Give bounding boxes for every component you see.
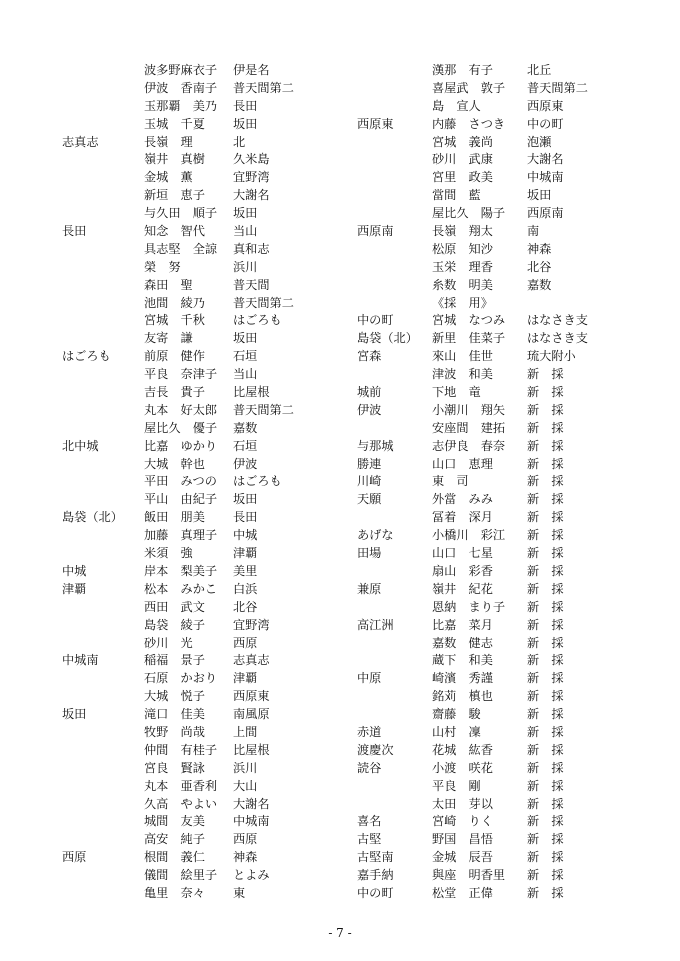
person-name: 太田 芽以	[432, 796, 493, 811]
person-name: 嶺井 真樹	[144, 152, 205, 167]
destination: 浜川	[233, 760, 258, 775]
person-name: 宮良 賢詠	[144, 760, 205, 775]
destination: 新 採	[527, 367, 564, 382]
destination: 中城南	[233, 814, 270, 829]
person-name: 米須 強	[144, 546, 193, 561]
person-name: 下地 竜	[432, 385, 481, 400]
destination: 新 採	[527, 563, 564, 578]
person-name: 森田 聖	[144, 277, 193, 292]
person-name: 宮城 千秋	[144, 313, 205, 328]
destination: 南	[527, 224, 540, 239]
destination: 新 採	[527, 581, 564, 596]
person-name: 具志堅 全諒	[144, 241, 218, 256]
school-name: 天願	[357, 492, 382, 507]
person-name: 恩納 まり子	[432, 599, 506, 614]
person-name: 友寄 謙	[144, 331, 193, 346]
person-name: 志伊良 春奈	[432, 438, 506, 453]
destination: とよみ	[233, 868, 270, 883]
destination: 大山	[233, 778, 258, 793]
destination: 嘉数	[233, 420, 258, 435]
person-name: 松本 みかこ	[144, 581, 218, 596]
school-name: 田場	[357, 546, 382, 561]
person-name: 与久田 順子	[144, 206, 218, 221]
destination: 津覇	[233, 546, 258, 561]
person-name: 石原 かおり	[144, 671, 218, 686]
destination: 宜野湾	[233, 170, 270, 185]
person-name: 長嶺 理	[144, 134, 193, 149]
person-name: 西田 武文	[144, 599, 205, 614]
person-name: 花城 紘香	[432, 742, 493, 757]
person-name: 池間 綾乃	[144, 295, 205, 310]
destination: 新 採	[527, 456, 564, 471]
school-name: 西原	[62, 850, 87, 865]
school-name: 勝連	[357, 456, 382, 471]
person-name: 島 宣人	[432, 98, 481, 113]
person-name: 島袋 綾子	[144, 617, 205, 632]
person-name: 伊波 香南子	[144, 80, 218, 95]
destination: 新 採	[527, 724, 564, 739]
school-name: 中の町	[357, 885, 394, 900]
destination: 新 採	[527, 850, 564, 865]
person-name: 新里 佳菜子	[432, 331, 506, 346]
school-name: 坂田	[62, 707, 87, 722]
school-name: 志真志	[62, 134, 99, 149]
destination: 伊是名	[233, 63, 270, 77]
person-name: 山村 凜	[432, 724, 481, 739]
destination: 新 採	[527, 885, 564, 900]
school-name: 宮森	[357, 349, 382, 364]
person-name: 齋藤 駿	[432, 707, 481, 722]
school-name: 与那城	[357, 438, 394, 453]
destination: 新 採	[527, 546, 564, 561]
person-name: 亀里 奈々	[144, 885, 205, 900]
person-name: 金城 辰吾	[432, 850, 493, 865]
destination: 当山	[233, 367, 258, 382]
destination: 普天間第二	[527, 80, 588, 95]
destination: 白浜	[233, 581, 258, 596]
destination: はなさき支	[527, 331, 588, 346]
person-name: 山口 七星	[432, 546, 493, 561]
person-name: 城間 友美	[144, 814, 205, 829]
school-name: 川崎	[357, 474, 382, 489]
destination: 比屋根	[233, 385, 270, 400]
person-name: 津波 和美	[432, 367, 493, 382]
person-name: 比嘉 ゆかり	[144, 438, 218, 453]
destination: 坂田	[527, 188, 552, 203]
person-name: 嶺井 紀花	[432, 581, 493, 596]
person-name: 金城 薫	[144, 170, 193, 185]
person-name: 來山 佳世	[432, 349, 493, 364]
school-name: 中原	[357, 671, 382, 686]
destination: 新 採	[527, 385, 564, 400]
person-name: 儀間 絵里子	[144, 868, 218, 883]
destination: 新 採	[527, 599, 564, 614]
person-name: 平良 奈津子	[144, 367, 218, 382]
person-name: 波多野麻衣子	[144, 63, 218, 77]
person-name: 外當 みみ	[432, 492, 493, 507]
school-name: 読谷	[357, 760, 382, 775]
destination: はごろも	[233, 313, 282, 328]
person-name: 安座間 建拓	[432, 420, 506, 435]
destination: 当山	[233, 224, 258, 239]
destination: 坂田	[233, 116, 258, 131]
person-name: 前原 健作	[144, 349, 205, 364]
destination: はごろも	[233, 474, 282, 489]
destination: 普天間第二	[233, 80, 294, 95]
destination: 長田	[233, 98, 258, 113]
destination: 新 採	[527, 707, 564, 722]
destination: 大謝名	[527, 152, 564, 167]
school-name: 渡慶次	[357, 742, 394, 757]
person-name: 小橋川 彩江	[432, 528, 506, 543]
school-name: あげな	[357, 528, 394, 543]
destination: 神森	[233, 850, 258, 865]
destination: 西原東	[527, 98, 564, 113]
school-name: 津覇	[62, 581, 87, 596]
destination: 西原	[233, 635, 258, 650]
school-name: 伊波	[357, 402, 382, 417]
person-name: 野国 昌悟	[432, 832, 493, 847]
person-name: 砂川 武康	[432, 152, 493, 167]
person-name: 高安 純子	[144, 832, 205, 847]
destination: 坂田	[233, 206, 258, 221]
person-name: 《採 用》	[432, 295, 493, 310]
person-name: 砂川 光	[144, 635, 193, 650]
person-name: 飯田 朋美	[144, 510, 205, 525]
page-number: - 7 -	[328, 926, 352, 940]
destination: 西原東	[233, 689, 270, 704]
school-name: 島袋（北）	[62, 510, 123, 525]
school-name: 中城	[62, 563, 87, 578]
person-name: 根間 義仁	[144, 850, 205, 865]
destination: 新 採	[527, 671, 564, 686]
person-name: 玉那覇 美乃	[144, 98, 218, 113]
school-name: 島袋（北）	[357, 331, 418, 346]
destination: 北谷	[233, 599, 258, 614]
destination: 西原南	[527, 206, 564, 221]
person-name: 知念 智代	[144, 224, 205, 239]
school-name: 古堅南	[357, 850, 394, 865]
person-name: 長嶺 翔太	[432, 224, 493, 239]
destination: 北丘	[527, 63, 552, 77]
person-name: 宮里 政美	[432, 170, 493, 185]
person-name: 新垣 恵子	[144, 188, 205, 203]
destination: 美里	[233, 563, 258, 578]
destination: 志真志	[233, 653, 270, 668]
destination: 新 採	[527, 420, 564, 435]
person-name: 糸数 明美	[432, 277, 493, 292]
destination: 浜川	[233, 259, 258, 274]
person-name: 平山 由紀子	[144, 492, 218, 507]
person-name: 加藤 真理子	[144, 528, 218, 543]
person-name: 銘苅 槙也	[432, 689, 493, 704]
destination: 嘉数	[527, 277, 552, 292]
person-name: 玉栄 理香	[432, 259, 493, 274]
destination: 新 採	[527, 438, 564, 453]
person-name: 稲福 景子	[144, 653, 205, 668]
destination: 新 採	[527, 814, 564, 829]
person-name: 嘉数 健志	[432, 635, 493, 650]
destination: 中城南	[527, 170, 564, 185]
destination: 宜野湾	[233, 617, 270, 632]
destination: 大謝名	[233, 188, 270, 203]
person-name: 小渡 咲花	[432, 760, 493, 775]
school-name: 嘉手納	[357, 868, 394, 883]
destination: 上間	[233, 724, 258, 739]
school-name: 中城南	[62, 653, 99, 668]
person-name: 仲間 有桂子	[144, 742, 218, 757]
person-name: 小潮川 翔矢	[432, 402, 506, 417]
school-name: 西原東	[357, 116, 394, 131]
school-name: 北中城	[62, 438, 99, 453]
person-name: 牧野 尚哉	[144, 724, 205, 739]
person-name: 宮城 義尚	[432, 134, 493, 149]
destination: 新 採	[527, 402, 564, 417]
person-name: 大城 幹也	[144, 456, 205, 471]
destination: 普天間第二	[233, 295, 294, 310]
destination: 中の町	[527, 116, 564, 131]
person-name: 宮城 なつみ	[432, 313, 506, 328]
school-name: 城前	[357, 385, 382, 400]
person-name: 平田 みつの	[144, 474, 217, 489]
destination: 真和志	[233, 241, 270, 256]
school-name: 西原南	[357, 224, 394, 239]
destination: 泡瀬	[527, 134, 552, 149]
person-name: 平良 剛	[432, 778, 481, 793]
destination: 中城	[233, 528, 258, 543]
destination: 新 採	[527, 617, 564, 632]
person-name: 玉城 千夏	[144, 116, 205, 131]
destination: 普天間	[233, 277, 270, 292]
destination: 伊波	[233, 456, 258, 471]
school-name: 喜名	[357, 814, 382, 829]
destination: 東	[233, 885, 246, 900]
destination: 新 採	[527, 510, 564, 525]
destination: 南風原	[233, 707, 270, 722]
person-name: 喜屋武 敦子	[432, 80, 506, 95]
person-name: 松原 知沙	[432, 241, 493, 256]
person-name: 當間 藍	[432, 188, 481, 203]
school-name: 兼原	[357, 581, 382, 596]
person-name: 吉長 貴子	[144, 385, 205, 400]
destination: 西原	[233, 832, 258, 847]
school-name: 長田	[62, 224, 87, 239]
person-name: 漢那 有子	[432, 63, 493, 77]
destination: 坂田	[233, 331, 258, 346]
person-name: 冨着 深月	[432, 510, 493, 525]
person-name: 岸本 梨美子	[144, 563, 218, 578]
destination: 琉大附小	[527, 349, 576, 364]
destination: 新 採	[527, 832, 564, 847]
person-name: 宮崎 りく	[432, 814, 493, 829]
person-name: 大城 悦子	[144, 689, 205, 704]
person-name: 滝口 佳美	[144, 707, 205, 722]
destination: 北	[233, 134, 246, 149]
destination: 長田	[233, 510, 258, 525]
person-name: 山口 恵理	[432, 456, 493, 471]
person-name: 久高 やよい	[144, 796, 218, 811]
destination: 石垣	[233, 349, 258, 364]
destination: 普天間第二	[233, 402, 294, 417]
person-name: 榮 努	[144, 259, 181, 274]
person-name: 屋比久 優子	[144, 420, 218, 435]
destination: 大謝名	[233, 796, 270, 811]
destination: 新 採	[527, 796, 564, 811]
person-name: 丸本 亜香利	[144, 778, 218, 793]
destination: 石垣	[233, 438, 258, 453]
destination: 新 採	[527, 474, 564, 489]
person-name: 崎濱 秀謹	[432, 671, 493, 686]
destination: 新 採	[527, 868, 564, 883]
destination: 新 採	[527, 528, 564, 543]
person-name: 東 司	[432, 474, 469, 489]
destination: 新 採	[527, 689, 564, 704]
destination: はなさき支	[527, 313, 588, 328]
destination: 北谷	[527, 259, 552, 274]
destination: 新 採	[527, 635, 564, 650]
destination: 新 採	[527, 778, 564, 793]
person-name: 與座 明香里	[432, 868, 506, 883]
destination: 久米島	[233, 152, 270, 167]
person-name: 内藤 さつき	[432, 116, 506, 131]
destination: 新 採	[527, 653, 564, 668]
person-name: 松堂 正偉	[432, 885, 493, 900]
destination: 比屋根	[233, 742, 270, 757]
school-name: 高江洲	[357, 617, 394, 632]
person-name: 比嘉 菜月	[432, 617, 493, 632]
school-name: 古堅	[357, 832, 382, 847]
person-name: 蔵下 和美	[432, 653, 493, 668]
school-name: はごろも	[62, 349, 111, 364]
person-name: 屋比久 陽子	[432, 206, 506, 221]
person-name: 丸本 好太郎	[144, 402, 218, 417]
destination: 新 採	[527, 492, 564, 507]
person-name: 扇山 彩香	[432, 563, 493, 578]
destination: 新 採	[527, 742, 564, 757]
school-name: 赤道	[357, 724, 382, 739]
destination: 坂田	[233, 492, 258, 507]
destination: 津覇	[233, 671, 258, 686]
destination: 神森	[527, 241, 552, 256]
school-name: 中の町	[357, 313, 394, 328]
destination: 新 採	[527, 760, 564, 775]
